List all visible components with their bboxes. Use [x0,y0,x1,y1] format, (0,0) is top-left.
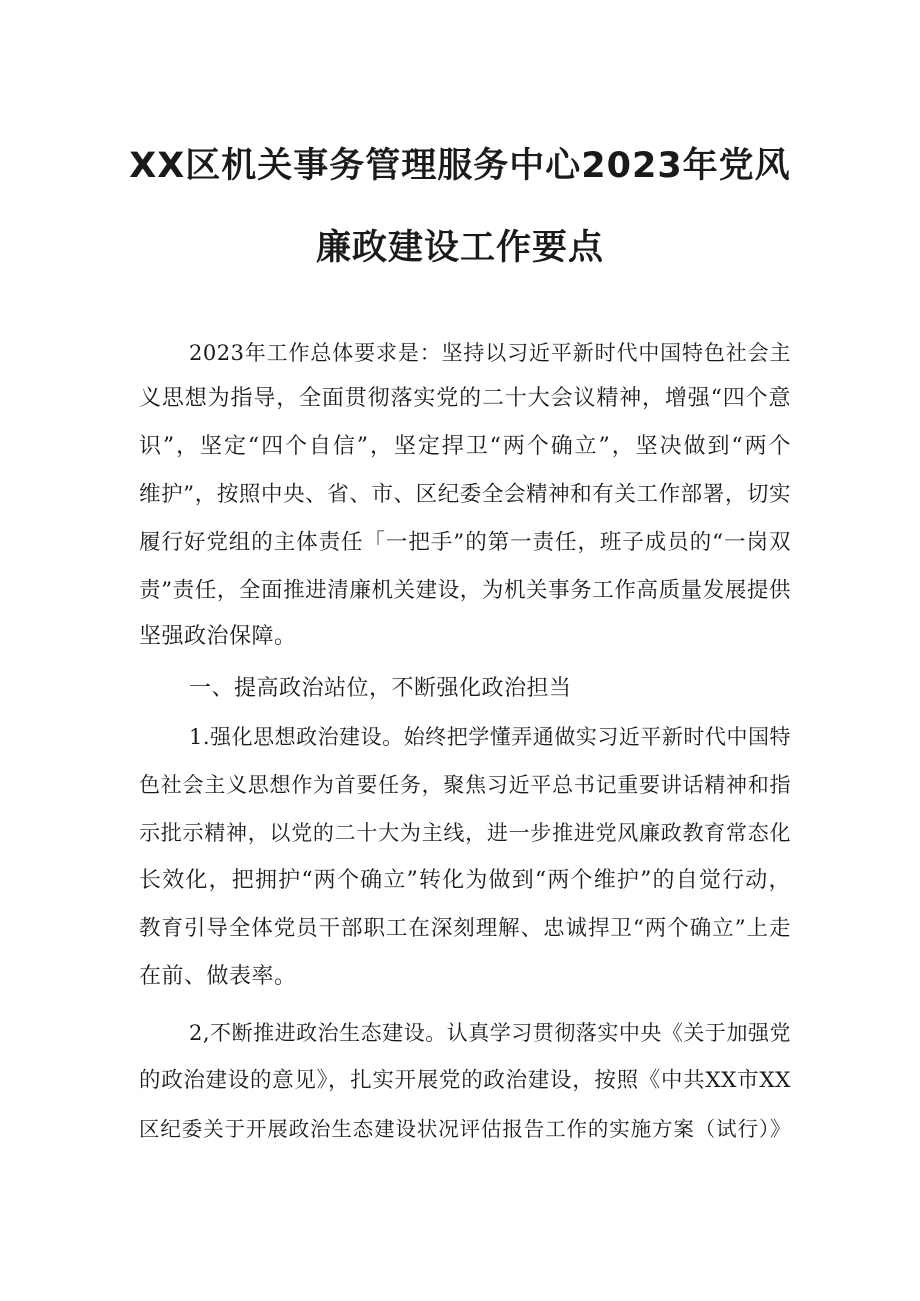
body-line: 的政治建设的意见》，扎实开展党的政治建设，按照《中共XX市XX [139,1068,791,1093]
body-line: 维护”，按照中央、省、市、区纪委全会精神和有关工作部署，切实 [139,482,791,507]
body-line: 示批示精神，以党的二十大为主线，进一步推进党风廉政教育常态化 [139,821,791,845]
section-heading: 一、提高政治站位，不断强化政治担当 [189,676,572,701]
document-title-line-2: 廉政建设工作要点 [315,228,604,268]
body-line: 识”，坚定“四个自信”，坚定捍卫“两个确立”，坚决做到“两个 [139,434,791,459]
document-title-line-1: XX区机关事务管理服务中心2023年党风 [129,146,791,186]
body-line: 责”责任，全面推进清廉机关建设，为机关事务工作高质量发展提供 [139,578,791,603]
body-line: 1.强化思想政治建设。始终把学懂弄通做实习近平新时代中国特 [189,725,791,749]
body-line: 区纪委关于开展政治生态建设状况评估报告工作的实施方案（试行）》 [139,1117,791,1141]
body-line: 履行好党组的主体责任「一把手”的第一责任，班子成员的“一岗双 [139,530,791,555]
body-line: 长效化，把拥护“两个确立”转化为做到“两个维护”的自觉行动， [139,868,791,893]
body-line: 2023年工作总体要求是：坚持以习近平新时代中国特色社会主 [189,341,791,365]
body-line: 在前、做表率。 [139,964,297,989]
body-line: 色社会主义思想作为首要任务，聚焦习近平总书记重要讲话精神和指 [139,773,791,797]
body-line: 2,不断推进政治生态建设。认真学习贯彻落实中央《关于加强党 [189,1021,791,1045]
body-line: 坚强政治保障。 [139,624,297,649]
body-line: 教育引导全体党员干部职工在深刻理解、忠诚捍卫“两个确立”上走 [139,916,791,941]
body-line: 义思想为指导，全面贯彻落实党的二十大会议精神，增强“四个意 [139,386,791,411]
